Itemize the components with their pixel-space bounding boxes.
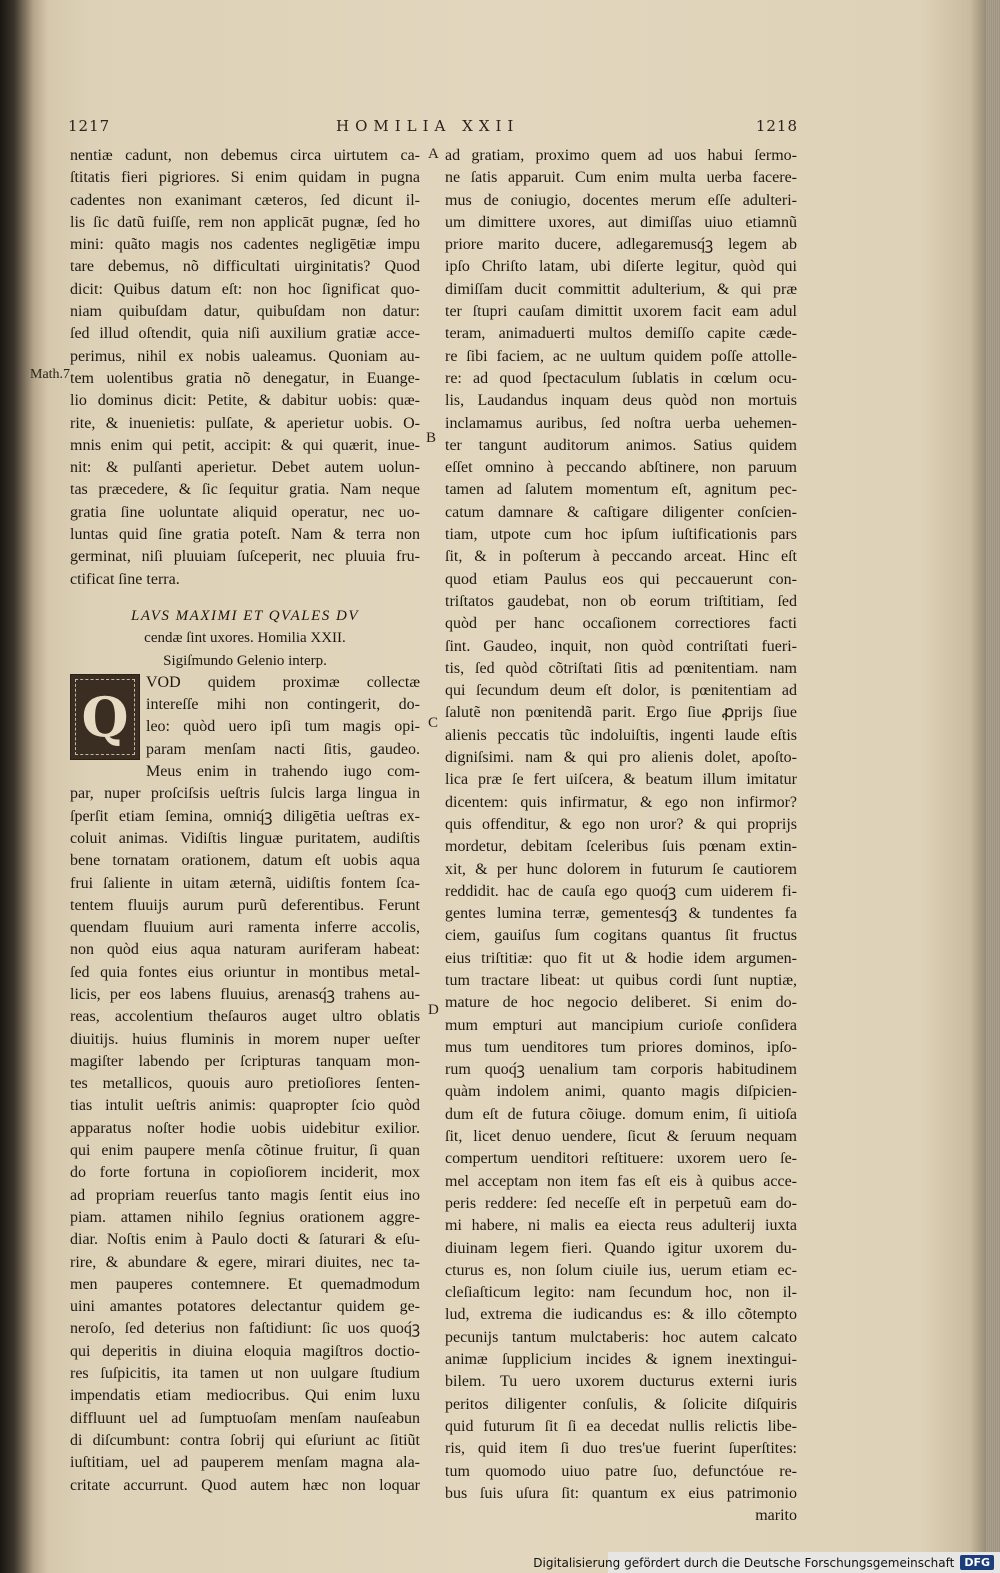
text-line: priore marito ducere, adlegaremusq́ꝫ legem ab [445, 236, 797, 254]
text-line: bilem. Tu uero uxorem ducturus externi iuris [445, 1373, 797, 1391]
text-line: peritos diligenter conſulis, & ſolicite diſquiris [445, 1395, 797, 1413]
text-line: gentes lumina terræ, gementesq́ꝫ & tundentes fa [445, 905, 797, 923]
text-line: niam quibuſdam datur, quibuſdam non datur: [70, 303, 420, 321]
text-line: alienis peccatis tũc indoluiſtis, ingenti laude eſtis [445, 726, 797, 744]
text-line: intereſſe mihi non contingerit, do- [146, 696, 420, 714]
running-title: HOMILIA XXII [336, 117, 520, 135]
text-line: men pauperes contemnere. Et quemadmodum [70, 1275, 420, 1293]
text-line: bene tornatam orationem, datum eſt uobis aqua [70, 852, 420, 870]
text-line: mus de coniugio, docentes merum eſſe adulteri- [445, 191, 797, 209]
text-line: ad propriam reuerſus tanto magis ſentit eius ino [70, 1186, 420, 1204]
text-line: cturus es, non ſolum ciuile ius, uerum etiam ec- [445, 1261, 797, 1279]
text-line: ſint. Gaudeo, inquit, non quòd contriſtati fueri- [445, 637, 797, 655]
text-line: tias intulit ueſtris animis: quapropter ſcio quòd [70, 1097, 420, 1115]
section-letter-c: C [428, 715, 439, 731]
text-line: perimus, nihil ex nobis ualeamus. Quoniam au- [70, 347, 420, 365]
text-line: qui enim paupere menſa cõtinue fruitur, ſi quan [70, 1142, 420, 1160]
text-line: lica præ ſe fert uiſcera, & beatum illum imitatur [445, 771, 797, 789]
text-line: re ſibi faciem, ac ne uultum quidem poſſe attolle- [445, 347, 797, 365]
text-line: animæ ſupplicium incides & ignem inextingui- [445, 1351, 797, 1369]
catchword: marito [755, 1507, 797, 1525]
initial-ornament [75, 679, 135, 755]
text-line: inclamamus auribus, ſed noſtra uerba uehemen- [445, 414, 797, 432]
heading-line: LAVS MAXIMI ET QVALES DV [130, 607, 359, 624]
margin-note: Math.7 [30, 367, 71, 382]
section-letter-b: B [426, 430, 437, 446]
left-column [70, 145, 420, 1494]
text-line: di diſcumbunt: contra ſobrij qui eſuriunt ac ſitiũt [70, 1431, 420, 1449]
text-line: iuſtitiam, uel ad pauperem menſam magna ala- [70, 1454, 420, 1472]
section-letter-a: A [428, 146, 439, 162]
text-line: tum tractare libeat: ut quibus cordi ſunt nuptiæ, [445, 971, 797, 989]
dfg-logo-icon: DFG [960, 1555, 994, 1570]
text-line: par, nuper proſciſsis ueſtris ſulcis larga lingua in [70, 785, 420, 803]
text-line: apparatus noſter hodie uobis uidebitur exilior. [70, 1119, 420, 1137]
text-line: diffluunt uel ad ſumptuoſam menſam nauſeabun [70, 1409, 420, 1427]
text-line: tiam, utpote cum hoc ipſum iuſtificationis pars [445, 526, 797, 544]
text-line: mnis enim qui petit, accipit: & qui quærit, inue- [70, 436, 420, 454]
text-line: quendam fluuium auri ramenta inferre accolis, [70, 919, 420, 937]
section-letter-d: D [428, 1002, 439, 1018]
text-line: mum empturi aut mancipium curioſe conſidera [445, 1016, 797, 1034]
text-line: tum quomodo uiuo patre ſuo, defunctóue re- [445, 1462, 797, 1480]
text-line: ciem, gauiſus ſum cogitans quantus ſit fructus [445, 927, 797, 945]
text-line: reas, accolentium theſauros auget ultro oblatis [70, 1008, 420, 1026]
text-line: tentem fluuijs aurum purũ deferentibus. Ferunt [70, 896, 420, 914]
text-line: rite, & inuenietis: pulſate, & aperietur uobis. O- [70, 414, 420, 432]
text-line: mini: quãto magis nos cadentes negligētiæ impu [70, 236, 420, 254]
text-line: teram, animaduerti multos demiſſo capite cæde- [445, 325, 797, 343]
text-line: dimiſſam ducit committit adulterium, & qui præ [445, 280, 797, 298]
text-line: frui ſaliente in uitam æternã, uidiſtis fontem ſca- [70, 874, 420, 892]
text-line: lud, extrema die iudicandus es: & illo cõtempto [445, 1306, 797, 1324]
text-line: lio dominus dicit: Petite, & dabitur uobis: quæ- [70, 392, 420, 410]
text-line: qui ſecundum deum eſt dolor, is pœnitentiam ad [445, 682, 797, 700]
text-line: ne ſatis apparuit. Cum enim multa uerba facere- [445, 169, 797, 187]
text-line: tem uolentibus gratia nõ denegatur, in Euange- [70, 369, 420, 387]
text-line: res ſuſpicitis, ita tamen ut non uulgare ſtudium [70, 1365, 420, 1383]
running-header [68, 117, 798, 143]
text-line: ris, quid item ſi duo tres'ue fuerint ſuperſtites: [445, 1440, 797, 1458]
text-line: leo: quòd uero ipſi tum magis opi- [146, 718, 420, 736]
text-line: diuinam legem fieri. Quando igitur uxorem du- [445, 1239, 797, 1257]
text-line: tes metallicos, quouis auro pretioſiores ſenten- [70, 1075, 420, 1093]
text-line: dicentem: quis infirmatur, & ego non infirmor? [445, 793, 797, 811]
text-line: diuitijs. huius fluminis in morem nuper ueſter [70, 1030, 420, 1048]
text-line: nentiæ cadunt, non debemus circa uirtutem ca- [70, 147, 420, 164]
text-line: cadentes non exanimant cæteros, ſed dicunt il- [70, 191, 420, 209]
text-line: quod etiam Paulus eos qui peccauerunt con- [445, 570, 797, 588]
text-line: um dimittere uxores, aut dimiſſas uiuo etiamnũ [445, 213, 797, 231]
digitization-footer [533, 1552, 1000, 1573]
text-line: luntas quid ſine gratia poteſt. Nam & terra non [70, 526, 420, 544]
text-line: ter ſtupri cauſam dimittit uxorem facit eam adul [445, 303, 797, 321]
text-line: ſit, & in poſterum à peccando arceat. Hinc eſt [445, 548, 797, 566]
text-line: diar. Noſtis enim à Paulo docti & ſaturari & eſu- [70, 1231, 420, 1249]
text-line: qui deperitis in diuina eloquia magiſtros doctio- [70, 1342, 420, 1360]
page-edge [986, 0, 1000, 1573]
text-line: VOD quidem proximæ collectæ [146, 673, 420, 691]
text-line: mordetur, debitam ſceleribus ſuis pœnam extin- [445, 838, 797, 856]
text-line: quis offenditur, & ego non uror? & qui proprijs [445, 815, 797, 833]
left-text-top [70, 145, 420, 591]
text-line: do forte fortuna in copioſiorem inciderit, mox [70, 1164, 420, 1182]
left-text-bottom [70, 761, 420, 1497]
text-line: ſtitatis fieri pigriores. Si enim quidam in pugna [70, 169, 420, 187]
text-line: ſit, licet denuo uendere, ſicut & ſeruum nequam [445, 1128, 797, 1146]
text-line: tare debemus, nõ difficultati uirginitatis? Quod [70, 258, 420, 276]
text-line: ſalutẽ non pœnitendã parit. Ergo ſiue ꝓprijs ſiue [445, 704, 797, 722]
text-line: dicit: Quibus datum eſt: non hoc ſignificat quo- [70, 280, 420, 298]
text-line: Meus enim in trahendo iugo com- [146, 763, 420, 781]
text-line: mel acceptam non item fas eſt eis à quibus acce- [445, 1172, 797, 1190]
text-line: ipſo Chriſto latam, ubi diſerte legitur, quòd qui [445, 258, 797, 276]
text-line: impendatis etiam mediocribus. Qui enim luxu [70, 1387, 420, 1405]
initial-letter: Q [81, 684, 129, 749]
text-line: coluit animas. Vidiſtis linguæ puritatem, audiſtis [70, 829, 420, 847]
text-line: germinat, niſi pluuiam ſuſceperit, nec pluuia fru- [70, 548, 420, 566]
text-line: catum damnare & caſtigare diligenter conſcien- [445, 503, 797, 521]
text-line: ter tangunt auditorum animos. Satius quidem [445, 436, 797, 454]
text-line: quàm indolem animi, quanto magis diſpicien- [445, 1083, 797, 1101]
text-line: cleſiaſticum legito: nam ſecundum hoc, non il- [445, 1284, 797, 1302]
decorated-initial [70, 674, 140, 760]
heading-line: Sigiſmundo Gelenio interp. [163, 652, 327, 669]
text-line: nit: & pulſanti aperietur. Debet autem uolun- [70, 459, 420, 477]
text-line: eius triſtitiæ: quo fit ut & hodie idem argumen- [445, 949, 797, 967]
text-line: param menſam nacti ſitis, gaudeo. [146, 740, 420, 758]
text-line: bus ſuis uſura ſit: quantum ex eius patrimonio [445, 1484, 797, 1502]
text-line: tamen ad ſalutem momentum eſt, agnitum pec- [445, 481, 797, 499]
text-line: critate accurrunt. Quod autem hæc non loquar [70, 1476, 420, 1494]
right-column [445, 145, 797, 1525]
text-line: lis, Laudandus inquam deus quòd non mortuis [445, 392, 797, 410]
text-line: triſtatos gaudebat, non ob eorum triſtitiam, ſed [445, 592, 797, 610]
text-line: tas præcedere, & ſic ſequitur gratia. Nam neque [70, 481, 420, 499]
text-line: peris reddere: ſed neceſſe eſt in perpetuũ eam do- [445, 1194, 797, 1212]
text-line: mus tum uenditores tum priores dominos, ipſo- [445, 1038, 797, 1056]
text-line: reddidit. hac de cauſa ego quoq́ꝫ cum uiderem fi- [445, 882, 797, 900]
footer-credit: Digitalisierung gefördert durch die Deutsche Forschungsgemeinschaft [533, 1555, 955, 1570]
text-line: tis, ſed quòd cõtriſtati ſitis ad pœnitentiam. nam [445, 659, 797, 677]
text-line: non quòd eius aqua naturam auriferam habeat: [70, 941, 420, 959]
text-line: uini amantes potatores delectantur quidem ge- [70, 1298, 420, 1316]
text-line: rum quoq́ꝫ uenalium tam corporis habitudinem [445, 1061, 797, 1079]
text-line: ſed illud oſtendit, quia niſi auxilium gratiæ acce- [70, 325, 420, 343]
page-number-right: 1218 [755, 117, 798, 135]
text-line: ſed quia fontes eius oriuntur in montibus metal- [70, 963, 420, 981]
text-line: compertum uenditori reſtituere: uxorem uero ſe- [445, 1150, 797, 1168]
text-line: eſſet omnino à peccando abſtinere, non paruum [445, 459, 797, 477]
text-line: lis ſic datũ fuiſſe, rem non applicāt pugnæ, ſed ho [70, 213, 420, 231]
text-line: digniſsimi. nam & qui pro alienis dolet, apoſto- [445, 749, 797, 767]
text-line: neroſo, ſed deterius non faſtidiunt: ſic uos quoq́ꝫ [70, 1320, 420, 1338]
text-line: quòd per hanc occaſionem correctiores facti [445, 615, 797, 633]
text-line: mi habere, ni malis ea eiecta reus adulterij iuxta [445, 1217, 797, 1235]
text-line: quid futurum ſit ſi ea decedat nullis relictis libe- [445, 1417, 797, 1435]
text-line: xit, & per hunc dolorem in futurum ſe cautiorem [445, 860, 797, 878]
drop-cap-paragraph [70, 672, 420, 761]
homily-heading [70, 605, 420, 672]
text-line: mature de hoc negocio deliberet. Si enim do- [445, 994, 797, 1012]
heading-line: cendæ ſint uxores. Homilia XXII. [144, 630, 346, 647]
text-line: gratia ſine uoluntate aliquid operatur, nec uo- [70, 503, 420, 521]
text-line: piam. attamen nihilo ſegnius orationem aggre- [70, 1208, 420, 1226]
text-line: re: ad quod ſpectaculum ſublatis in cœlum ocu- [445, 369, 797, 387]
text-line: ad gratiam, proximo quem ad uos habui ſermo- [445, 147, 797, 164]
text-line: dum eſt de futura cõiuge. domum enim, ſi uitioſa [445, 1105, 797, 1123]
text-line: rire, & abundare & egere, mirari diuites, nec ta- [70, 1253, 420, 1271]
text-line: ctificat ſine terra. [70, 570, 180, 588]
page-number-left: 1217 [68, 117, 111, 135]
text-line: licis, per eos labens fluuius, arenasq́ꝫ trahens au- [70, 985, 420, 1003]
text-line: ſperſit etiam ſemina, omniq́ꝫ diligētia ueſtras ex- [70, 807, 420, 825]
text-line: magiſter labendo per ſcripturas tanquam mon- [70, 1052, 420, 1070]
text-line: pecunijs tantum mulctaberis: hoc autem calcato [445, 1328, 797, 1346]
